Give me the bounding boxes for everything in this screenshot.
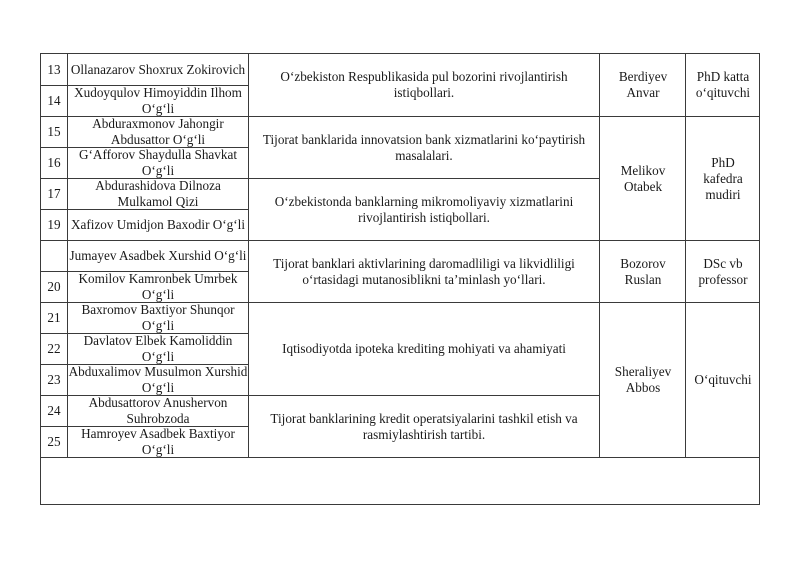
row-number: 16	[47, 155, 61, 170]
row-number: 25	[47, 434, 61, 449]
col-divider-2	[248, 53, 249, 457]
table-border-right	[759, 53, 760, 505]
row-number: 17	[47, 186, 61, 201]
row-number	[41, 241, 67, 271]
student-name: Davlatov Elbek Kamoliddin O‘g‘li	[83, 333, 233, 364]
supervisor-name: Sheraliyev Abbos	[614, 364, 672, 395]
student-name: Xudoyqulov Himoyiddin Ilhom O‘g‘li	[74, 85, 242, 116]
table-border-bottom	[40, 504, 760, 505]
row-number: 20	[47, 279, 61, 294]
thesis-topic: Iqtisodiyotda ipoteka krediting mohiyati va ahamiyati	[282, 341, 566, 356]
row-number: 22	[47, 341, 61, 356]
student-name: Abduraxmonov Jahongir Abdusattor O‘g‘li	[92, 116, 224, 147]
thesis-topic: O‘zbekistonda banklarning mikromoliyaviy xizmatlarini rivojlantirish istiqbollari.	[274, 193, 574, 225]
row-number: 19	[47, 217, 61, 232]
thesis-topic: Tijorat banklarining kredit operatsiyalarini tashkil etish va rasmiylashtirish tartibi.	[270, 410, 578, 442]
thesis-topic: Tijorat banklarida innovatsion bank xizmatlarini ko‘paytirish masalalari.	[262, 131, 586, 163]
thesis-topic: O‘zbekiston Respublikasida pul bozorini rivojlantirish istiqbollari.	[280, 69, 568, 100]
row-number: 14	[47, 93, 61, 108]
supervisor-title: DSc vb professor	[698, 255, 748, 287]
supervisor-name: Melikov Otabek	[620, 162, 666, 194]
col-divider-4	[685, 53, 686, 457]
supervisor-title: PhD kafedra mudiri	[703, 154, 743, 202]
student-name: Komilov Kamronbek Umrbek O‘g‘li	[78, 271, 238, 302]
col-divider-3	[599, 53, 600, 457]
row-number: 23	[47, 372, 61, 387]
student-name: Hamroyev Asadbek Baxtiyor O‘g‘li	[81, 426, 235, 457]
student-name: Xafizov Umidjon Baxodir O‘g‘li	[71, 217, 245, 232]
student-name: Baxromov Baxtiyor Shunqor O‘g‘li	[81, 302, 235, 333]
thesis-topic: Tijorat banklari aktivlarining daromadliligi va likvidliligi o‘rtasidagi mutanosiblikni ta’minlash yo‘llari.	[273, 255, 575, 287]
student-name: G‘Afforov Shaydulla Shavkat O‘g‘li	[79, 147, 237, 178]
supervisor-name: Berdiyev Anvar	[618, 69, 668, 100]
student-name: Ollanazarov Shoxrux Zokirovich	[70, 61, 246, 77]
row-number: 15	[47, 124, 61, 139]
thesis-assignment-table	[40, 53, 760, 505]
row-number: 24	[47, 403, 61, 418]
student-name: Abdusattorov Anushervon Suhrobzoda	[88, 395, 228, 426]
student-name: Abdurashidova Dilnoza Mulkamol Qizi	[95, 178, 221, 209]
row-number: 21	[47, 310, 61, 325]
student-name: Abduxalimov Musulmon Xurshid O‘g‘li	[68, 364, 248, 395]
empty-row	[41, 458, 759, 504]
student-name: Jumayev Asadbek Xurshid O‘g‘li	[69, 248, 247, 263]
row-number: 13	[47, 61, 61, 77]
supervisor-title: O‘qituvchi	[694, 372, 752, 387]
supervisor-title: PhD katta o‘qituvchi	[695, 69, 751, 100]
supervisor-name: Bozorov Ruslan	[620, 255, 666, 287]
